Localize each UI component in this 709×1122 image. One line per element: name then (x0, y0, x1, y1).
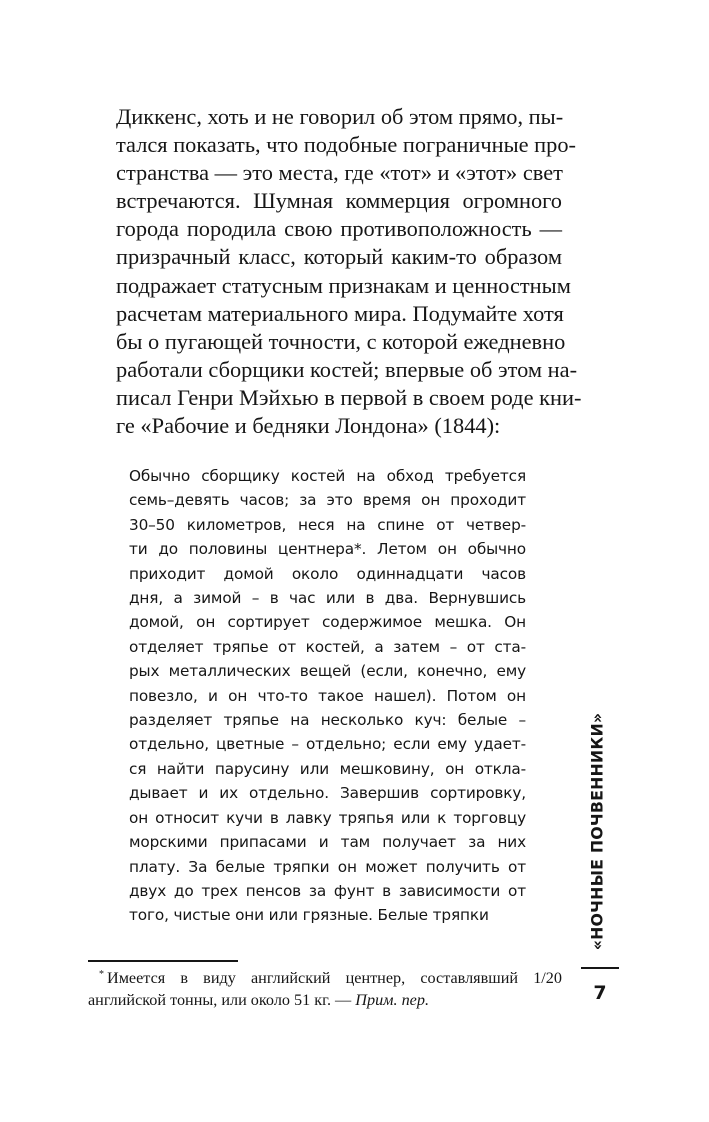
quote-line: домой, он сортирует содержимое мешка. Он (129, 613, 526, 632)
paragraph-line: призрачный класс, который каким-то образом (116, 244, 562, 270)
paragraph-line: подражает статусным признакам и ценностным (116, 272, 571, 298)
paragraph-line: города породила свою противоположность — (116, 216, 562, 242)
running-title-text: «НОЧНЫЕ ПОЧВЕННИКИ» (587, 712, 607, 950)
footnote-line (88, 989, 562, 1011)
quote-line: двух до трех пенсов за фунт в зависимости от (129, 881, 526, 900)
footnote-marker: * (99, 969, 104, 980)
paragraph-line: бы о пугающей точности, с которой ежедневно (116, 328, 566, 354)
quote-line: повезло, и он что-то такое нашел). Потом он (129, 686, 526, 705)
quote-line: он относит кучи в лавку тряпья или к торговцу (129, 808, 526, 827)
paragraph-line: расчетам материального мира. Подумайте хотя (116, 300, 564, 326)
quote-line: семь–девять часов; за это время он проходит (129, 491, 526, 510)
block-quote (129, 464, 526, 928)
quote-line: приходит домой около одиннадцати часов (129, 564, 526, 583)
quote-line: отдельно, цветные – отдельно; если ему удает- (129, 735, 526, 754)
quote-line: Обычно сборщику костей на обход требуется (129, 467, 526, 485)
quote-line: того, чистые они или грязные. Белые тряпки (129, 906, 489, 925)
quote-line: ся найти парусину или мешковину, он откла- (129, 759, 526, 778)
quote-line: дывает и их отдельно. Завершив сортировку, (129, 784, 526, 803)
paragraph-line: писал Генри Мэйхью в первой в своем роде кни- (116, 384, 582, 410)
paragraph-line: странства — это места, где «тот» и «этот» свет (116, 160, 563, 186)
paragraph-line: работали сборщики костей; впервые об этом на- (116, 356, 578, 382)
quote-line: ти до половины центнера*. Летом он обычно (129, 540, 526, 559)
quote-line: морскими припасами и там получает за них (129, 833, 526, 852)
quote-line: рых металлических вещей (если, конечно, ему (129, 662, 526, 681)
paragraph-line: тался показать, что подобные пограничные про- (116, 132, 576, 158)
paragraph-line: встречаются. Шумная коммерция огромного (116, 188, 562, 214)
running-title-rule (581, 967, 619, 969)
footnote-rule (88, 960, 238, 962)
running-title (579, 704, 615, 958)
quote-line: плату. За белые тряпки он может получить от (129, 857, 526, 876)
footnote (88, 964, 562, 1011)
page-number: 7 (593, 982, 607, 1004)
quote-line: 30–50 километров, неся на спине от четвер- (129, 515, 526, 534)
quote-line: отделяет тряпье от костей, а затем – от ста- (129, 637, 526, 656)
footnote-line (88, 964, 562, 989)
footnote-text: английской тонны, или около 51 кг. — (88, 991, 356, 1009)
quote-line: дня, а зимой – в час или в два. Вернувшись (129, 589, 526, 608)
paragraph-line: Диккенс, хоть и не говорил об этом прямо, пы- (116, 104, 564, 129)
paragraph-line: ге «Рабочие и бедняки Лондона» (1844): (116, 413, 501, 439)
footnote-text: Имеется в виду английский центнер, составлявший 1/20 (107, 969, 562, 987)
quote-line: разделяет тряпье на несколько куч: белые – (129, 711, 526, 730)
translator-note: Прим. пер. (355, 991, 430, 1009)
main-paragraph (116, 103, 582, 440)
